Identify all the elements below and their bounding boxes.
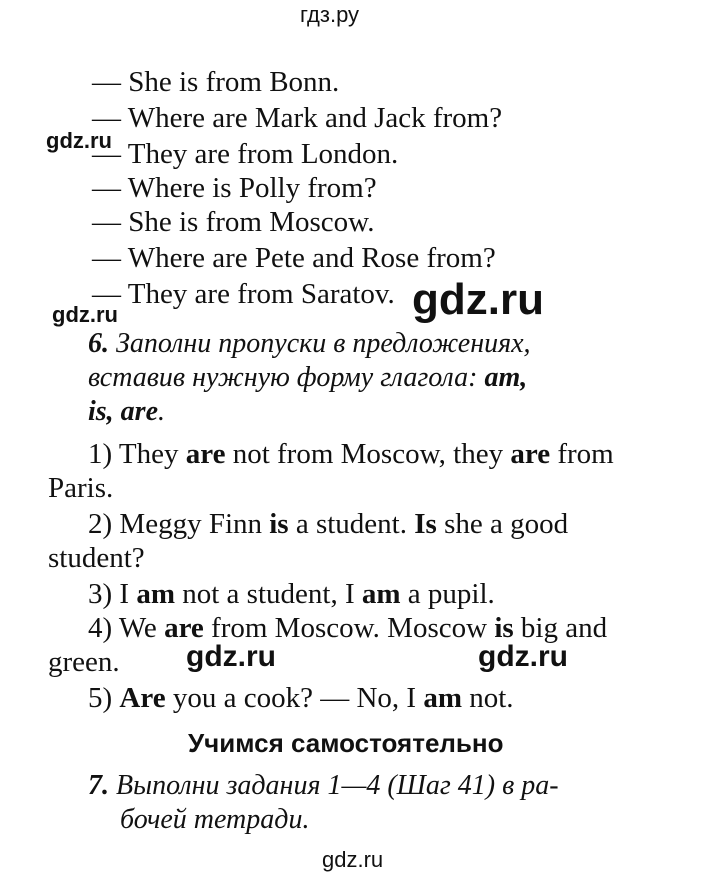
answer-bold: am <box>361 578 401 610</box>
answer-text: not from Moscow, they <box>225 438 511 470</box>
answer-4-cont: green. <box>48 646 120 678</box>
watermark-top: гдз.ру <box>300 2 360 27</box>
answer-text: 1) They <box>88 438 186 470</box>
answer-bold: am <box>423 682 462 714</box>
answer-text: not a student, I <box>175 578 362 610</box>
answer-2 <box>88 510 568 539</box>
answer-text: 3) I <box>88 578 137 610</box>
answer-bold: am <box>136 578 175 610</box>
answer-5 <box>88 684 514 713</box>
task7-line-2: бочей тетради. <box>120 804 310 835</box>
answer-bold: are <box>510 438 551 470</box>
task6-line-1 <box>88 330 531 358</box>
answer-text: 5) <box>88 682 120 714</box>
answer-4 <box>88 614 607 643</box>
answer-bold: is <box>494 612 514 644</box>
task7-number: 7. <box>88 770 109 801</box>
watermark-mid-right: gdz.ru <box>478 640 568 673</box>
watermark-big: gdz.ru <box>412 275 544 324</box>
section-heading: Учимся самостоятельно <box>188 728 504 758</box>
dialogue-line: — Where is Polly from? <box>92 172 377 204</box>
dialogue-line: — They are from London. <box>92 138 399 170</box>
answer-text: big and <box>513 612 608 644</box>
answer-text: 2) Meggy Finn <box>88 508 270 540</box>
watermark-side-2: gdz.ru <box>52 302 118 327</box>
answer-bold: is <box>269 508 289 540</box>
watermark-bottom: gdz.ru <box>322 847 384 872</box>
task6-bold-is-are: is, are <box>88 396 158 427</box>
dialogue-line: — Where are Mark and Jack from? <box>92 102 503 134</box>
answer-text: not. <box>461 682 514 714</box>
task6-line-2 <box>88 364 527 392</box>
watermark-side-1: gdz.ru <box>46 128 112 153</box>
answer-text: a pupil. <box>400 578 495 610</box>
answer-text: she a good <box>436 508 569 540</box>
dialogue-line: — They are from Saratov. <box>92 278 395 310</box>
answer-text: a student. <box>288 508 415 540</box>
answer-bold: are <box>185 438 226 470</box>
task7-line-1 <box>88 772 559 800</box>
answer-1 <box>88 440 614 469</box>
task7-text-1: Выполни задания 1—4 (Шаг 41) в ра- <box>109 770 559 801</box>
answer-text: you a cook? — No, I <box>165 682 424 714</box>
answer-bold: Is <box>414 508 437 540</box>
task6-bold-am: am, <box>484 362 528 393</box>
answer-3 <box>88 580 495 609</box>
watermark-mid-left: gdz.ru <box>186 640 276 673</box>
answer-text: 4) We <box>88 612 165 644</box>
task6-text-1: Заполни пропуски в предложениях, <box>116 328 531 359</box>
answer-bold: Are <box>119 682 166 714</box>
answer-1-cont: Paris. <box>48 472 114 504</box>
dialogue-line: — She is from Bonn. <box>92 66 340 98</box>
dialogue-line: — She is from Moscow. <box>92 206 375 238</box>
task6-text-2: вставив нужную форму глагола: <box>88 362 485 393</box>
task6-line-3 <box>88 398 165 426</box>
answer-bold: are <box>164 612 204 644</box>
answer-text: from <box>550 438 614 470</box>
answer-2-cont: student? <box>48 542 145 574</box>
dialogue-line: — Where are Pete and Rose from? <box>92 242 496 274</box>
task6-period: . <box>158 396 165 427</box>
task6-number: 6. <box>88 328 109 359</box>
answer-text: from Moscow. Moscow <box>203 612 495 644</box>
